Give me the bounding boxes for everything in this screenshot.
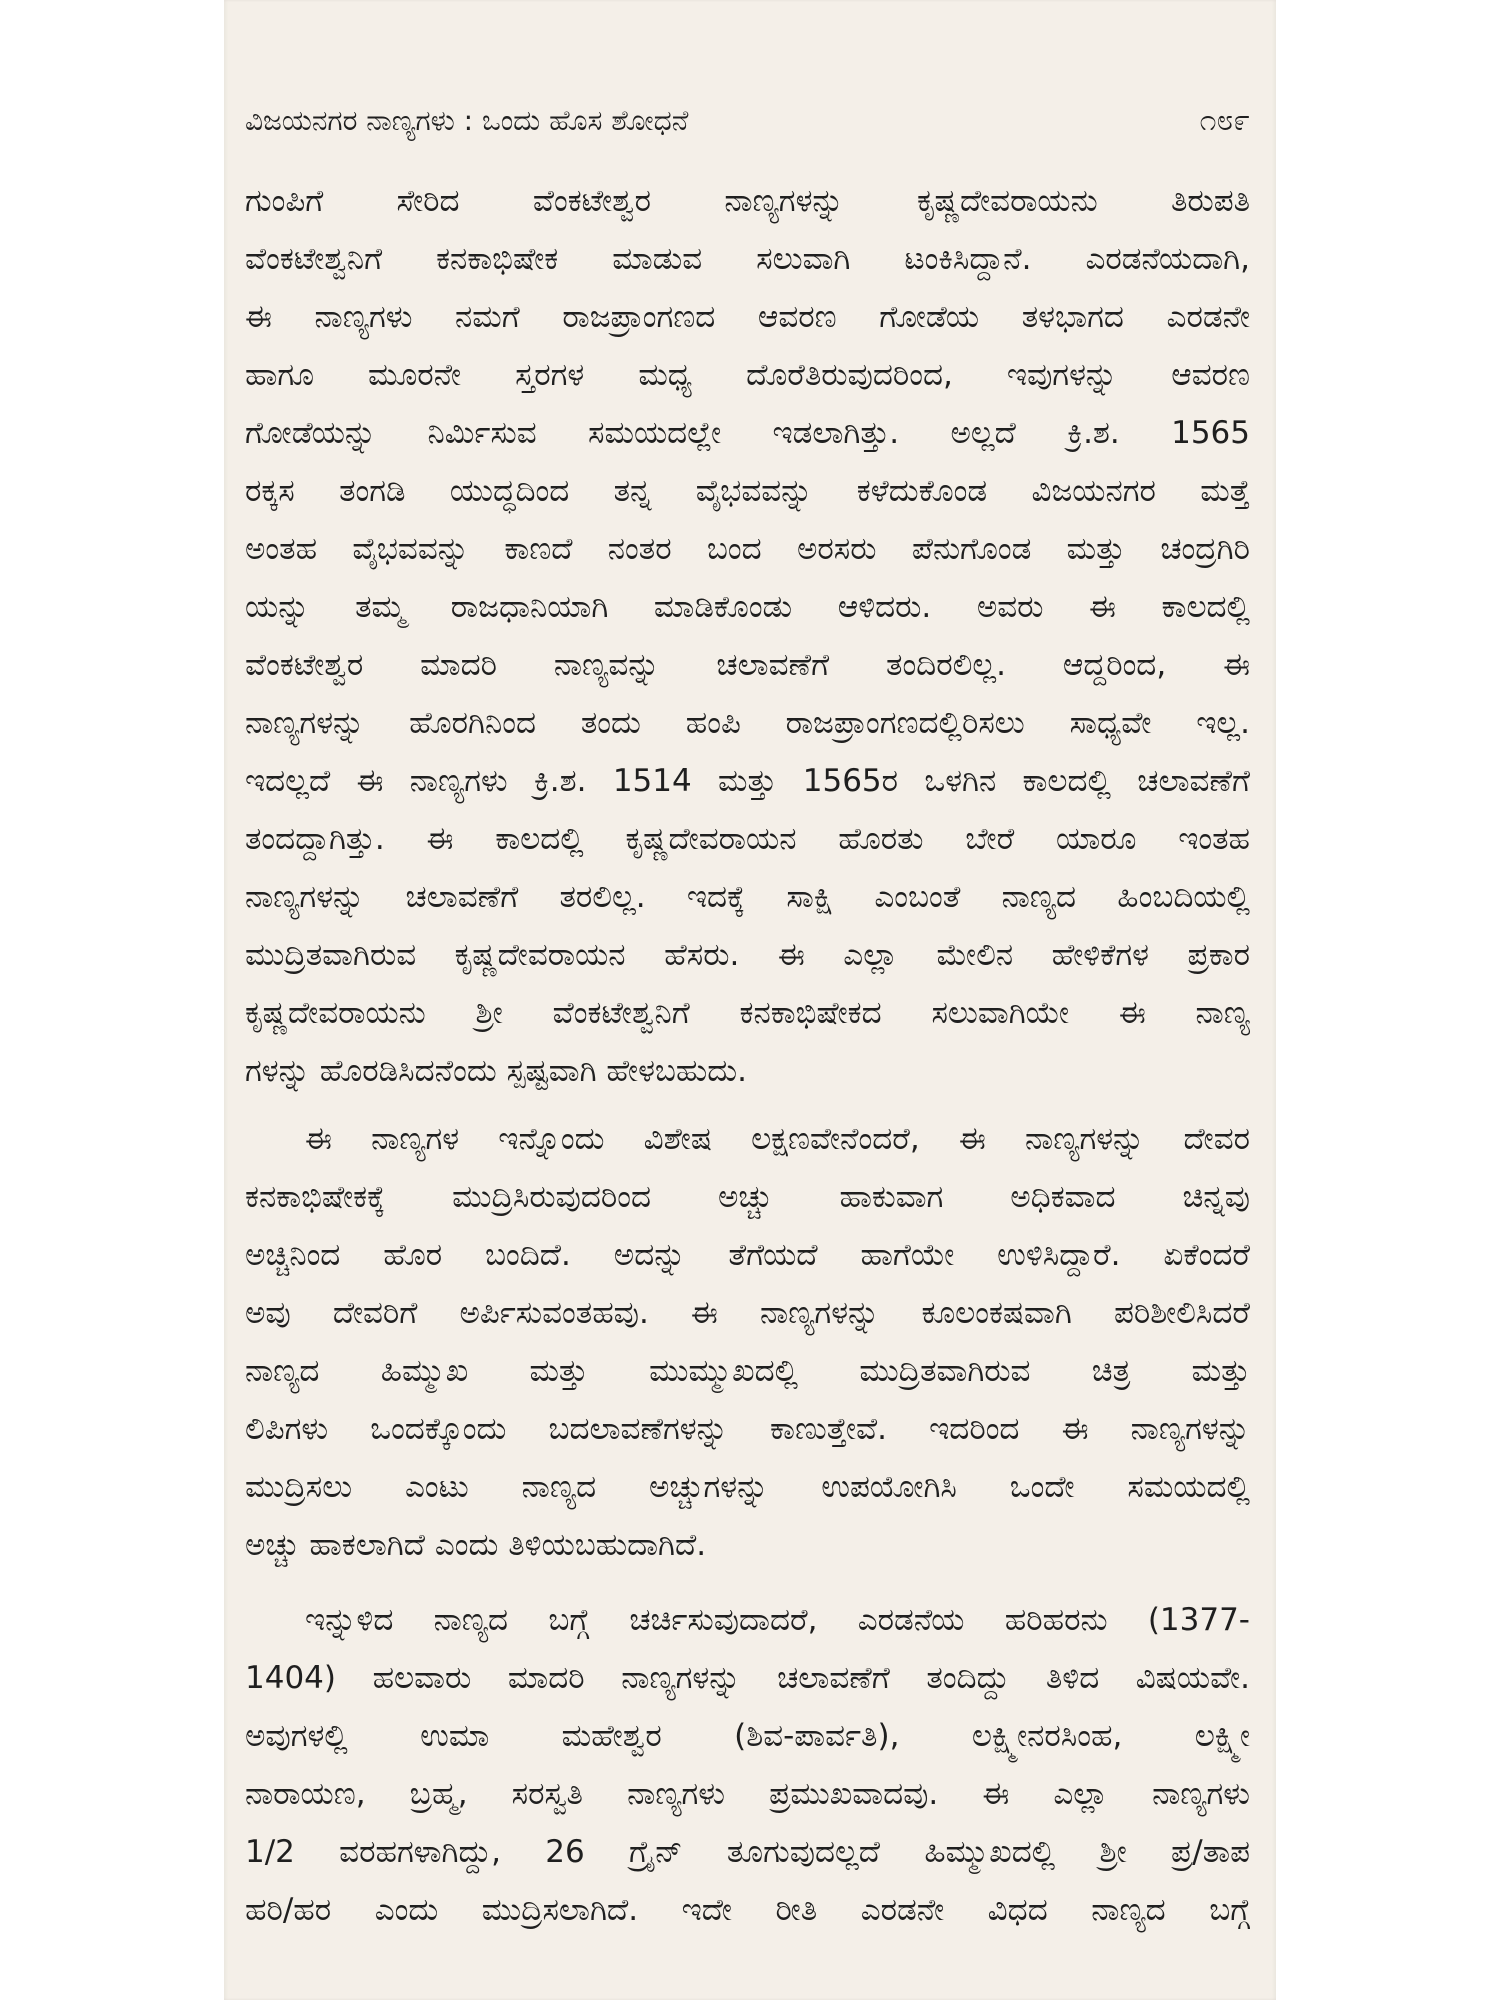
- text-line: ಹಾಗೂ ಮೂರನೇ ಸ್ತರಗಳ ಮಧ್ಯ ದೊರೆತಿರುವುದರಿಂದ, ಇವುಗಳನ್ನು ಆವರಣ: [245, 357, 1250, 393]
- paragraph: [245, 172, 1250, 1100]
- text-line: ಅಚ್ಚಿನಿಂದ ಹೊರ ಬಂದಿದೆ. ಅದನ್ನು ತೆಗೆಯದೆ ಹಾಗೆಯೇ ಉಳಿಸಿದ್ದಾರೆ. ಏಕೆಂದರೆ: [245, 1237, 1250, 1273]
- text-line: ಈ ನಾಣ್ಯಗಳು ನಮಗೆ ರಾಜಪ್ರಾಂಗಣದ ಆವರಣ ಗೋಡೆಯ ತಳಭಾಗದ ಎರಡನೇ: [245, 299, 1250, 335]
- text-line: ಗೋಡೆಯನ್ನು ನಿರ್ಮಿಸುವ ಸಮಯದಲ್ಲೇ ಇಡಲಾಗಿತ್ತು. ಅಲ್ಲದೆ ಕ್ರಿ.ಶ. 1565: [245, 415, 1250, 451]
- text-line: ಅವು ದೇವರಿಗೆ ಅರ್ಪಿಸುವಂತಹವು. ಈ ನಾಣ್ಯಗಳನ್ನು ಕೂಲಂಕಷವಾಗಿ ಪರಿಶೀಲಿಸಿದರೆ: [245, 1295, 1250, 1331]
- text-line: ಕೃಷ್ಣದೇವರಾಯನು ಶ್ರೀ ವೆಂಕಟೇಶ್ವನಿಗೆ ಕನಕಾಭಿಷೇಕದ ಸಲುವಾಗಿಯೇ ಈ ನಾಣ್ಯ: [245, 995, 1250, 1031]
- text-line: ರಕ್ಕಸ ತಂಗಡಿ ಯುದ್ಧದಿಂದ ತನ್ನ ವೈಭವವನ್ನು ಕಳೆದುಕೊಂಡ ವಿಜಯನಗರ ಮತ್ತೆ: [245, 473, 1250, 509]
- text-line: ನಾರಾಯಣ, ಬ್ರಹ್ಮ, ಸರಸ್ವತಿ ನಾಣ್ಯಗಳು ಪ್ರಮುಖವಾದವು. ಈ ಎಲ್ಲಾ ನಾಣ್ಯಗಳು: [245, 1776, 1250, 1812]
- text-line: ಮುದ್ರಿಸಲು ಎಂಟು ನಾಣ್ಯದ ಅಚ್ಚುಗಳನ್ನು ಉಪಯೋಗಿಸಿ ಒಂದೇ ಸಮಯದಲ್ಲಿ: [245, 1469, 1250, 1505]
- text-line: 1404) ಹಲವಾರು ಮಾದರಿ ನಾಣ್ಯಗಳನ್ನು ಚಲಾವಣೆಗೆ ತಂದಿದ್ದು ತಿಳಿದ ವಿಷಯವೇ.: [245, 1660, 1250, 1696]
- text-line: ನಾಣ್ಯದ ಹಿಮ್ಮುಖ ಮತ್ತು ಮುಮ್ಮುಖದಲ್ಲಿ ಮುದ್ರಿತವಾಗಿರುವ ಚಿತ್ರ ಮತ್ತು: [245, 1353, 1250, 1389]
- text-line: ಹರಿ/ಹರ ಎಂದು ಮುದ್ರಿಸಲಾಗಿದೆ. ಇದೇ ರೀತಿ ಎರಡನೇ ವಿಧದ ನಾಣ್ಯದ ಬಗ್ಗೆ: [245, 1892, 1250, 1928]
- text-line: 1/2 ವರಹಗಳಾಗಿದ್ದು, 26 ಗ್ರೈನ್ ತೂಗುವುದಲ್ಲದೆ ಹಿಮ್ಮುಖದಲ್ಲಿ ಶ್ರೀ ಪ್ರ/ತಾಪ: [245, 1834, 1250, 1870]
- text-line: ಇನ್ನುಳಿದ ನಾಣ್ಯದ ಬಗ್ಗೆ ಚರ್ಚಿಸುವುದಾದರೆ, ಎರಡನೆಯ ಹರಿಹರನು (1377-: [305, 1602, 1250, 1638]
- running-header-title: ವಿಜಯನಗರ ನಾಣ್ಯಗಳು : ಒಂದು ಹೊಸ ಶೋಧನೆ: [245, 104, 689, 137]
- text-line: ನಾಣ್ಯಗಳನ್ನು ಚಲಾವಣೆಗೆ ತರಲಿಲ್ಲ. ಇದಕ್ಕೆ ಸಾಕ್ಷಿ ಎಂಬಂತೆ ನಾಣ್ಯದ ಹಿಂಬದಿಯಲ್ಲಿ: [245, 879, 1250, 915]
- paragraph: [245, 1591, 1250, 1939]
- page-body: [245, 172, 1250, 1939]
- paragraph: [245, 1110, 1250, 1574]
- text-line: ವೆಂಕಟೇಶ್ವರ ಮಾದರಿ ನಾಣ್ಯವನ್ನು ಚಲಾವಣೆಗೆ ತಂದಿರಲಿಲ್ಲ. ಆದ್ದರಿಂದ, ಈ: [245, 647, 1250, 683]
- text-line: ನಾಣ್ಯಗಳನ್ನು ಹೊರಗಿನಿಂದ ತಂದು ಹಂಪಿ ರಾಜಪ್ರಾಂಗಣದಲ್ಲಿರಿಸಲು ಸಾಧ್ಯವೇ ಇಲ್ಲ.: [245, 705, 1250, 741]
- text-line: ಅಚ್ಚು ಹಾಕಲಾಗಿದೆ ಎಂದು ತಿಳಿಯಬಹುದಾಗಿದೆ.: [245, 1527, 707, 1563]
- text-line: ಗಳನ್ನು ಹೊರಡಿಸಿದನೆಂದು ಸ್ಪಷ್ಟವಾಗಿ ಹೇಳಬಹುದು.: [245, 1053, 747, 1089]
- text-line: ಯನ್ನು ತಮ್ಮ ರಾಜಧಾನಿಯಾಗಿ ಮಾಡಿಕೊಂಡು ಆಳಿದರು. ಅವರು ಈ ಕಾಲದಲ್ಲಿ: [245, 589, 1250, 625]
- book-page: [224, 0, 1276, 2000]
- text-line: ಕನಕಾಭಿಷೇಕಕ್ಕೆ ಮುದ್ರಿಸಿರುವುದರಿಂದ ಅಚ್ಚು ಹಾಕುವಾಗ ಅಧಿಕವಾದ ಚಿನ್ನವು: [245, 1179, 1250, 1215]
- text-line: ಅವುಗಳಲ್ಲಿ ಉಮಾ ಮಹೇಶ್ವರ (ಶಿವ-ಪಾರ್ವತಿ), ಲಕ್ಷ್ಮೀನರಸಿಂಹ, ಲಕ್ಷ್ಮೀ: [245, 1718, 1250, 1754]
- text-line: ಲಿಪಿಗಳು ಒಂದಕ್ಕೊಂದು ಬದಲಾವಣೆಗಳನ್ನು ಕಾಣುತ್ತೇವೆ. ಇದರಿಂದ ಈ ನಾಣ್ಯಗಳನ್ನು: [245, 1411, 1250, 1447]
- text-line: ಮುದ್ರಿತವಾಗಿರುವ ಕೃಷ್ಣದೇವರಾಯನ ಹೆಸರು. ಈ ಎಲ್ಲಾ ಮೇಲಿನ ಹೇಳಿಕೆಗಳ ಪ್ರಕಾರ: [245, 937, 1250, 973]
- text-line: ಈ ನಾಣ್ಯಗಳ ಇನ್ನೊಂದು ವಿಶೇಷ ಲಕ್ಷಣವೇನೆಂದರೆ, ಈ ನಾಣ್ಯಗಳನ್ನು ದೇವರ: [305, 1121, 1250, 1157]
- text-line: ಇದಲ್ಲದೆ ಈ ನಾಣ್ಯಗಳು ಕ್ರಿ.ಶ. 1514 ಮತ್ತು 1565ರ ಒಳಗಿನ ಕಾಲದಲ್ಲಿ ಚಲಾವಣೆಗೆ: [245, 763, 1250, 799]
- text-line: ಗುಂಪಿಗೆ ಸೇರಿದ ವೆಂಕಟೇಶ್ವರ ನಾಣ್ಯಗಳನ್ನು ಕೃಷ್ಣದೇವರಾಯನು ತಿರುಪತಿ: [245, 183, 1250, 219]
- running-header: [245, 96, 1250, 146]
- text-line: ವೆಂಕಟೇಶ್ವನಿಗೆ ಕನಕಾಭಿಷೇಕ ಮಾಡುವ ಸಲುವಾಗಿ ಟಂಕಿಸಿದ್ದಾನೆ. ಎರಡನೆಯದಾಗಿ,: [245, 241, 1250, 277]
- page-number: ೧೮೯: [1199, 103, 1250, 138]
- text-line: ತಂದದ್ದಾಗಿತ್ತು. ಈ ಕಾಲದಲ್ಲಿ ಕೃಷ್ಣದೇವರಾಯನ ಹೊರತು ಬೇರೆ ಯಾರೂ ಇಂತಹ: [245, 821, 1250, 857]
- text-line: ಅಂತಹ ವೈಭವವನ್ನು ಕಾಣದೆ ನಂತರ ಬಂದ ಅರಸರು ಪೆನುಗೊಂಡ ಮತ್ತು ಚಂದ್ರಗಿರಿ: [245, 531, 1250, 567]
